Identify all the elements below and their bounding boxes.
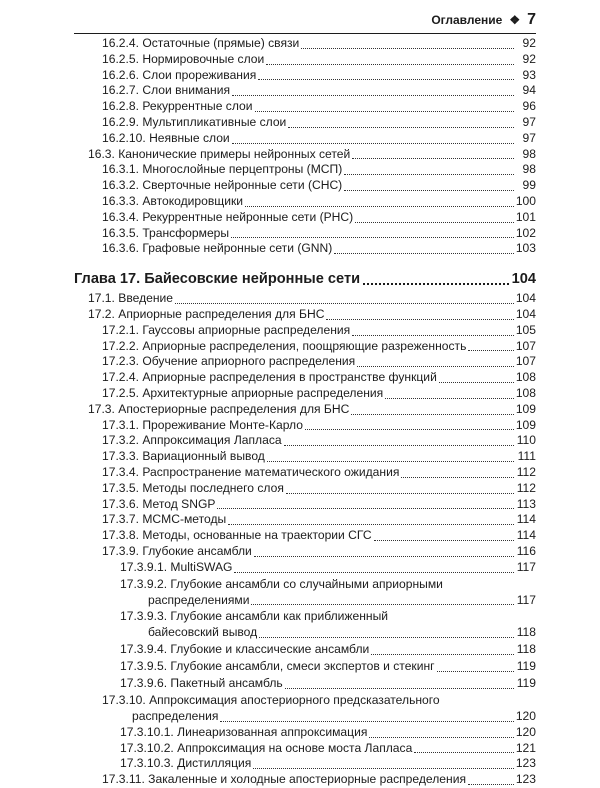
toc-entry-title: 17.3.2. Аппроксимация Лапласа	[102, 433, 282, 448]
toc-entry[interactable]	[74, 418, 536, 434]
toc-subentry-continuation[interactable]	[74, 625, 536, 641]
leader-dots	[437, 671, 514, 672]
chapter-page: 104	[511, 271, 536, 288]
toc-entry[interactable]	[74, 433, 536, 449]
toc-entry-page: 99	[522, 178, 536, 193]
toc-entry[interactable]	[74, 386, 536, 402]
toc-entry-page: 123	[515, 756, 536, 771]
leader-dots	[468, 784, 514, 785]
toc-entry-title: 17.3.10. Аппроксимация апостериорного предсказательного	[102, 693, 440, 708]
toc-entry-page: 97	[522, 114, 536, 129]
toc-entry-page: 112	[516, 480, 536, 495]
toc-entry-title-cont: распределения	[132, 709, 219, 724]
toc-entry-page: 119	[516, 659, 536, 674]
toc-section[interactable]	[74, 402, 536, 418]
toc-subentry[interactable]	[74, 560, 536, 576]
toc-entry-page: 98	[522, 146, 536, 161]
toc-subentry[interactable]	[74, 675, 536, 692]
toc-entry[interactable]	[74, 131, 536, 147]
toc-entry-title: 17.2.5. Архитектурные априорные распределения	[102, 385, 384, 400]
toc-entry-title: 16.2.5. Нормировочные слои	[102, 51, 265, 66]
toc-entry-page: 98	[522, 162, 536, 177]
leader-dots	[175, 303, 514, 304]
leader-dots	[369, 737, 513, 738]
toc-entry-title: 17.3.3. Вариационный вывод	[102, 449, 265, 464]
toc-entry-page: 120	[515, 709, 536, 724]
toc-entry-page: 105	[515, 322, 536, 337]
leader-dots	[351, 414, 513, 415]
toc-chapter-heading[interactable]	[74, 269, 536, 289]
toc-entry-title: 17.3.9.3. Глубокие ансамбли как приближенный	[120, 609, 389, 624]
toc-entry-title: 17.3. Апостериорные распределения для БНС	[88, 401, 350, 416]
toc-entry-page: 114	[516, 512, 536, 527]
toc-entry-page: 92	[522, 36, 536, 50]
toc-entry[interactable]	[74, 497, 536, 513]
toc-entry-page: 108	[515, 370, 536, 385]
toc-entry-title: 16.3.6. Графовые нейронные сети (GNN)	[102, 241, 333, 256]
toc-subentry[interactable]	[74, 725, 536, 741]
toc-entry-page: 117	[516, 559, 536, 574]
toc-subentry[interactable]	[74, 658, 536, 675]
toc-entry-page: 93	[522, 67, 536, 82]
book-page	[74, 0, 536, 787]
toc-entry-title: 16.2.10. Неявные слои	[102, 130, 230, 145]
toc-entry-page: 100	[515, 193, 536, 208]
toc-entry-title: 17.3.9.1. MultiSWAG	[120, 559, 233, 574]
toc-entry-title: 16.3.4. Рекуррентные нейронные сети (РНС)	[102, 209, 354, 224]
leader-dots	[267, 461, 514, 462]
toc-entry[interactable]	[74, 323, 536, 339]
leader-dots	[305, 429, 514, 430]
toc-entry[interactable]	[74, 99, 536, 115]
leader-dots	[254, 556, 514, 557]
toc-entry-page: 114	[516, 528, 536, 543]
toc-entry-title-cont: распределениями	[148, 592, 250, 607]
toc-entry-title: 16.2.9. Мультипликативные слои	[102, 114, 287, 129]
leader-dots	[255, 111, 514, 112]
toc-entry-page: 92	[522, 51, 536, 66]
toc-entry-title: 17.3.7. MCMC-методы	[102, 512, 227, 527]
toc-entry-title: 17.3.9.2. Глубокие ансамбли со случайными априорными	[120, 576, 443, 591]
leader-dots	[285, 688, 514, 689]
toc-entry-page: 104	[515, 306, 536, 321]
page-number: 7	[527, 11, 536, 28]
leader-dots	[468, 350, 513, 351]
leader-dots	[220, 721, 513, 722]
toc-entry[interactable]	[74, 178, 536, 194]
toc-entry-title: 17.3.9.5. Глубокие ансамбли, смеси экспертов и стекинг	[120, 659, 435, 674]
leader-dots	[344, 174, 514, 175]
toc-entry-title: 17.3.4. Распространение математического ожидания	[102, 464, 400, 479]
toc-entry-title: 17.3.9. Глубокие ансамбли	[102, 543, 252, 558]
leader-dots	[439, 382, 514, 383]
toc-entry-page: 116	[516, 543, 536, 558]
toc-entry-title: 16.2.4. Остаточные (прямые) связи	[102, 36, 300, 50]
toc-entry-title: 17.3.10.3. Дистилляция	[120, 756, 252, 771]
running-head	[74, 8, 536, 32]
toc-entry-title: 16.2.8. Рекуррентные слои	[102, 99, 253, 114]
leader-dots	[266, 64, 514, 65]
leader-dots	[352, 335, 514, 336]
toc-entry-title: 16.3.3. Автокодировщики	[102, 193, 244, 208]
toc-entry-title: 17.2.3. Обучение априорного распределения	[102, 354, 356, 369]
leader-dots	[352, 158, 514, 159]
toc-entry-title-cont: байесовский вывод	[148, 625, 258, 640]
toc-entry[interactable]	[74, 162, 536, 178]
leader-dots	[258, 79, 514, 80]
toc-entry-page: 96	[522, 99, 536, 114]
toc-entry-title: 17.3.10.1. Линеаризованная аппроксимация	[120, 724, 368, 739]
toc-entry-page: 119	[516, 676, 536, 691]
leader-dots	[385, 398, 514, 399]
toc-entry-title: 17.3.9.6. Пакетный ансамбль	[120, 676, 283, 691]
toc-entry-title: 16.3.5. Трансформеры	[102, 225, 230, 240]
toc-entry-page: 123	[515, 772, 536, 787]
toc-subentry[interactable]	[74, 741, 536, 757]
toc-entry-title: 16.3. Канонические примеры нейронных сетей	[88, 146, 351, 161]
toc-entry-title: 17.3.10.2. Аппроксимация на основе моста Лапласа	[120, 740, 413, 755]
toc-entry-page: 108	[515, 385, 536, 400]
toc-entry-page: 101	[515, 209, 536, 224]
leader-dots	[232, 95, 514, 96]
leader-dots	[374, 540, 514, 541]
toc-entry-page: 102	[515, 225, 536, 240]
ornament-icon: ❖	[509, 13, 521, 27]
toc-entry-title: 17.2. Априорные распределения для БНС	[88, 306, 325, 321]
toc-entry-title: 17.3.5. Методы последнего слоя	[102, 480, 284, 495]
toc-entry-title: 17.2.2. Априорные распределения, поощряющие разреженность	[102, 338, 467, 353]
leader-dots	[414, 752, 514, 753]
toc-subentry[interactable]	[74, 756, 536, 772]
toc-entry-page: 120	[515, 724, 536, 739]
toc-entry-page: 107	[515, 354, 536, 369]
leader-dots	[371, 654, 514, 655]
toc-section[interactable]	[74, 147, 536, 163]
leader-dots	[259, 637, 514, 638]
leader-dots	[363, 283, 509, 285]
toc-entry[interactable]	[74, 544, 536, 560]
toc-entry-title: 17.3.11. Закаленные и холодные апостериорные распределения	[102, 772, 467, 787]
toc-entry[interactable]	[74, 115, 536, 131]
toc-entry-title: 16.3.1. Многослойные перцептроны (МСП)	[102, 162, 343, 177]
leader-dots	[288, 127, 514, 128]
toc-subentry[interactable]	[74, 608, 536, 625]
toc-entry[interactable]	[74, 354, 536, 370]
leader-dots	[326, 319, 513, 320]
toc-entry-page: 118	[516, 625, 536, 640]
leader-dots	[357, 366, 514, 367]
toc-entry[interactable]	[74, 194, 536, 210]
toc-entry-page: 112	[516, 464, 536, 479]
leader-dots	[234, 572, 514, 573]
toc-entry[interactable]	[74, 481, 536, 497]
toc-entry-title: 17.3.6. Метод SNGP	[102, 496, 216, 511]
toc-entry-page: 103	[515, 241, 536, 256]
toc-subentry-continuation[interactable]	[74, 593, 536, 609]
toc-entry-title: 17.1. Введение	[88, 291, 174, 306]
toc-subentry[interactable]	[74, 641, 536, 658]
toc-entry[interactable]	[74, 339, 536, 355]
toc-entry[interactable]	[74, 210, 536, 226]
running-head-section: Оглавление	[431, 13, 503, 27]
leader-dots	[401, 477, 514, 478]
leader-dots	[355, 222, 514, 223]
toc-entry-page: 104	[515, 291, 536, 306]
toc-entry[interactable]	[74, 449, 536, 465]
leader-dots	[286, 493, 514, 494]
leader-dots	[251, 604, 514, 605]
toc-entry-page: 110	[516, 433, 536, 448]
toc-entry[interactable]	[74, 772, 536, 788]
toc-entry-title: 16.2.7. Слои внимания	[102, 83, 230, 98]
toc-entry-page: 109	[515, 401, 536, 416]
toc-entry-page: 121	[515, 740, 536, 755]
toc-entry[interactable]	[74, 52, 536, 68]
toc-entry-continuation[interactable]	[74, 709, 536, 725]
toc-entry[interactable]	[74, 512, 536, 528]
leader-dots	[245, 206, 514, 207]
table-of-contents	[74, 36, 536, 788]
toc-entry-page: 117	[516, 592, 536, 607]
leader-dots	[301, 48, 514, 49]
toc-section[interactable]	[74, 307, 536, 323]
toc-entry-title: 16.2.6. Слои прореживания	[102, 67, 257, 82]
toc-section[interactable]	[74, 291, 536, 307]
toc-entry-page: 109	[515, 417, 536, 432]
toc-entry-title: 17.3.8. Методы, основанные на траектории СГС	[102, 528, 372, 543]
leader-dots	[217, 508, 514, 509]
toc-entry-title: 17.3.9.4. Глубокие и классические ансамбли	[120, 642, 370, 657]
leader-dots	[232, 143, 514, 144]
toc-entry-page: 111	[517, 449, 536, 464]
toc-entry[interactable]	[74, 36, 536, 52]
toc-entry-title: 17.3.1. Прореживание Монте-Карло	[102, 417, 303, 432]
leader-dots	[228, 524, 514, 525]
toc-entry[interactable]	[74, 692, 536, 709]
toc-entry[interactable]	[74, 68, 536, 84]
toc-entry[interactable]	[74, 83, 536, 99]
leader-dots	[231, 237, 514, 238]
toc-entry-title: 16.3.2. Сверточные нейронные сети (СНС)	[102, 178, 343, 193]
chapter-title: Глава 17. Байесовские нейронные сети	[74, 271, 361, 288]
toc-entry-page: 94	[522, 83, 536, 98]
header-rule	[74, 33, 536, 34]
toc-entry-page: 118	[516, 642, 536, 657]
toc-entry-title: 17.2.1. Гауссовы априорные распределения	[102, 322, 351, 337]
toc-entry[interactable]	[74, 370, 536, 386]
leader-dots	[344, 190, 514, 191]
toc-entry[interactable]	[74, 226, 536, 242]
toc-entry[interactable]	[74, 528, 536, 544]
toc-entry-page: 107	[515, 338, 536, 353]
leader-dots	[284, 445, 514, 446]
toc-entry-title: 17.2.4. Априорные распределения в пространстве функций	[102, 370, 437, 385]
leader-dots	[253, 768, 513, 769]
toc-entry[interactable]	[74, 241, 536, 257]
toc-entry-page: 97	[522, 130, 536, 145]
toc-entry-page: 113	[516, 496, 536, 511]
toc-entry[interactable]	[74, 465, 536, 481]
leader-dots	[334, 253, 514, 254]
toc-subentry[interactable]	[74, 576, 536, 593]
